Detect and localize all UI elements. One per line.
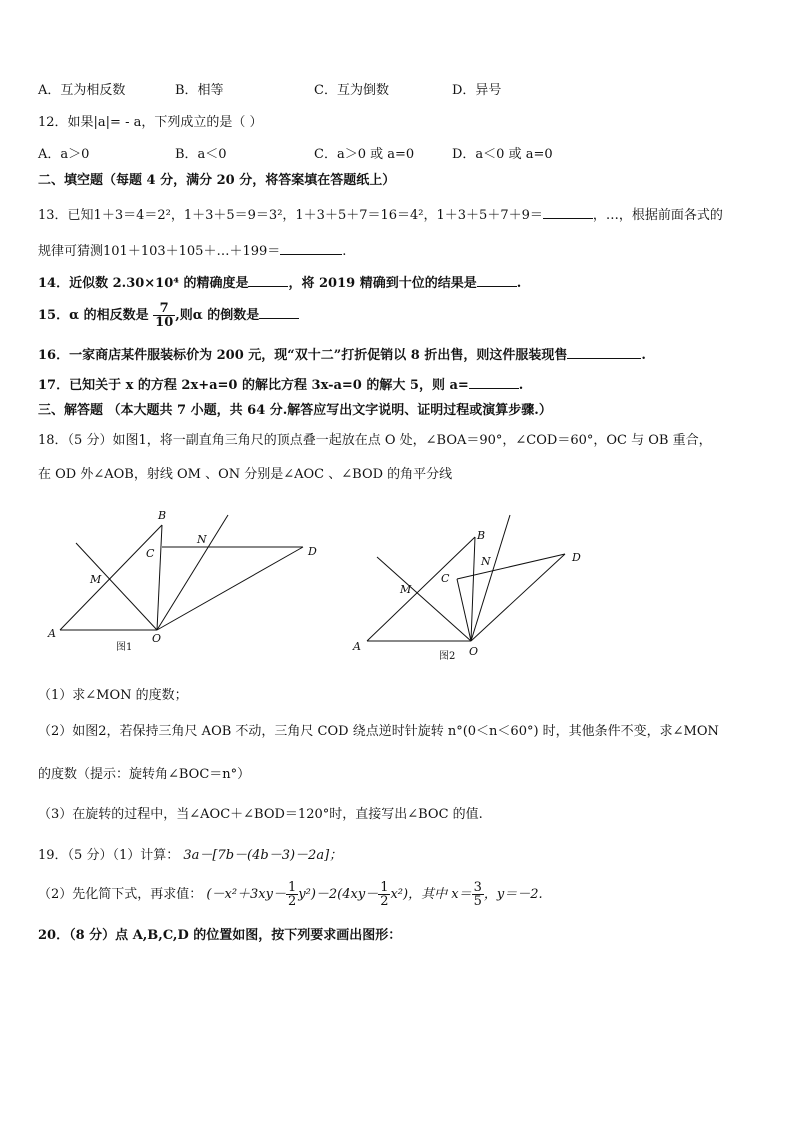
- fig1-label-d: D: [308, 545, 317, 558]
- q19-1-label: 19．（5 分）（1）计算：: [38, 848, 180, 863]
- fig2-label-o: O: [469, 645, 479, 658]
- q18-line2: 在 OD 外∠AOB，射线 OM 、ON 分别是∠AOC 、∠BOD 的角平分线: [38, 467, 453, 482]
- q19-half-2-den: 2: [380, 894, 389, 909]
- q14-period: .: [516, 276, 522, 291]
- q19-2-expr-b: y²)－2(4xy－: [298, 887, 379, 902]
- q11-option-d: D．异号: [452, 83, 502, 98]
- q13-text: 13．已知1＋3＝4＝2²，1＋3＋5＝9＝3²，1＋3＋5＋7＝16＝4²，1＋3＋5＋7＋9＝: [38, 208, 543, 223]
- fig1-label-o: O: [152, 632, 162, 645]
- q13-text-end: ，…，根据前面各式的: [592, 208, 723, 223]
- q12-option-c: C．a＞0 或 a=0: [314, 147, 415, 162]
- q13-answer-blank-1[interactable]: [543, 204, 593, 219]
- q11-option-a: A．互为相反数: [38, 83, 126, 98]
- q15-blank[interactable]: [259, 304, 299, 319]
- q12-stem: 12．如果|a|= - a，下列成立的是（ ）: [38, 115, 263, 130]
- q17-text: 17．已知关于 x 的方程 2x+a=0 的解比方程 3x-a=0 的解大 5，则 a=: [38, 378, 469, 393]
- q19-x-fraction: [472, 881, 484, 908]
- q15-frac-num: 7: [153, 302, 175, 316]
- q12-option-d: D．a＜0 或 a=0: [452, 147, 553, 162]
- q15-frac-den: 10: [155, 315, 174, 330]
- q14-text-1: 14．近似数 2.30×10⁴ 的精确度是: [38, 276, 249, 291]
- q18-sub1: （1）求∠MON 的度数；: [38, 688, 188, 703]
- q16-period: .: [641, 348, 646, 363]
- q17: [38, 374, 523, 395]
- q19-x-num: 3: [473, 880, 482, 895]
- fig1-label-n: N: [197, 533, 207, 546]
- q18-sub2a: （2）如图2，若保持三角尺 AOB 不动，三角尺 COD 绕点逆时针旋转 n°(0＜n＜60°) 时，其他条件不变，求∠MON: [38, 724, 719, 739]
- q19-half-1: [286, 881, 298, 908]
- q13-period: .: [342, 244, 347, 259]
- fig2-caption: 图2: [439, 651, 456, 662]
- q17-period: .: [518, 378, 524, 393]
- figure-1: [40, 505, 340, 665]
- figure-2: [345, 505, 605, 665]
- q19-line2: [38, 880, 543, 910]
- fig2-label-d: D: [572, 551, 581, 564]
- q12-option-b: B．a＜0: [175, 147, 227, 162]
- q19-x-den: 5: [473, 894, 482, 909]
- q15-text-1: 15．α 的相反数是: [38, 308, 149, 323]
- section-2-heading: 二、填空题（每题 4 分，满分 20 分，将答案填在答题纸上）: [38, 173, 396, 188]
- q12-option-a: A．a＞0: [38, 147, 90, 162]
- section-3-heading: 三、解答题 （本大题共 7 小题，共 64 分.解答应写出文字说明、证明过程或演算步骤.）: [38, 403, 552, 418]
- q13-line2: [38, 240, 346, 261]
- q14-blank-1[interactable]: [248, 272, 288, 287]
- q18-line1: 18．（5 分）如图1，将一副直角三角尺的顶点叠一起放在点 O 处，∠BOA＝90°，∠COD＝60°，OC 与 OB 重合，: [38, 433, 712, 448]
- q17-blank[interactable]: [469, 374, 519, 389]
- q16-text: 16．一家商店某件服装标价为 200 元，现“双十二”打折促销以 8 折出售，则这件服装现售: [38, 348, 568, 363]
- q19-half-1-den: 2: [287, 894, 297, 909]
- q11-option-b: B．相等: [175, 83, 224, 98]
- q19-half-1-num: 1: [287, 880, 297, 895]
- q11-option-c: C．互为倒数: [314, 83, 389, 98]
- fig2-label-a: A: [353, 640, 361, 653]
- q18-sub3: （3）在旋转的过程中，当∠AOC＋∠BOD＝120°时，直接写出∠BOC 的值.: [38, 807, 483, 822]
- fig1-label-b: B: [158, 509, 167, 522]
- q13-guess-text: 规律可猜测101＋103＋105＋…＋199＝: [38, 244, 281, 259]
- q19-x-eq: x＝: [451, 887, 472, 902]
- fig1-label-m: M: [90, 573, 102, 586]
- q19-2-label: （2）先化简下式，再求值：: [38, 887, 203, 902]
- q14-blank-2[interactable]: [477, 272, 517, 287]
- q16-blank[interactable]: [567, 344, 641, 359]
- q20: 20．（8 分）点 A,B,C,D 的位置如图，按下列要求画出图形：: [38, 928, 402, 943]
- q15-fraction: [153, 302, 175, 329]
- q14: [38, 272, 521, 293]
- q19-line1: [38, 847, 342, 865]
- q18-sub2b: 的度数（提示：旋转角∠BOC＝n°）: [38, 767, 251, 782]
- fig2-label-b: B: [477, 529, 486, 542]
- q19-y-eq: ，y＝－2.: [483, 887, 543, 902]
- q15: [38, 302, 299, 330]
- q19-2-expr-c: x²)，其中: [390, 887, 448, 902]
- q19-half-2-num: 1: [380, 880, 389, 895]
- q19-2-expr-a: (－x²＋3xy－: [206, 887, 286, 902]
- fig2-label-m: M: [400, 583, 412, 596]
- fig1-caption: 图1: [116, 642, 133, 653]
- fig1-label-a: A: [48, 627, 56, 640]
- fig2-label-n: N: [481, 555, 491, 568]
- q14-text-2: ，将 2019 精确到十位的结果是: [288, 276, 477, 291]
- q19-half-2: [378, 881, 390, 908]
- fig2-label-c: C: [441, 572, 450, 585]
- q15-text-2: ,则α 的倒数是: [175, 308, 260, 323]
- q13-line1: [38, 204, 723, 225]
- q13-answer-blank-2[interactable]: [280, 240, 342, 255]
- fig1-label-c: C: [146, 547, 155, 560]
- q19-1-expression: 3a－[7b－(4b－3)－2a]；: [183, 848, 343, 863]
- q16: [38, 344, 646, 365]
